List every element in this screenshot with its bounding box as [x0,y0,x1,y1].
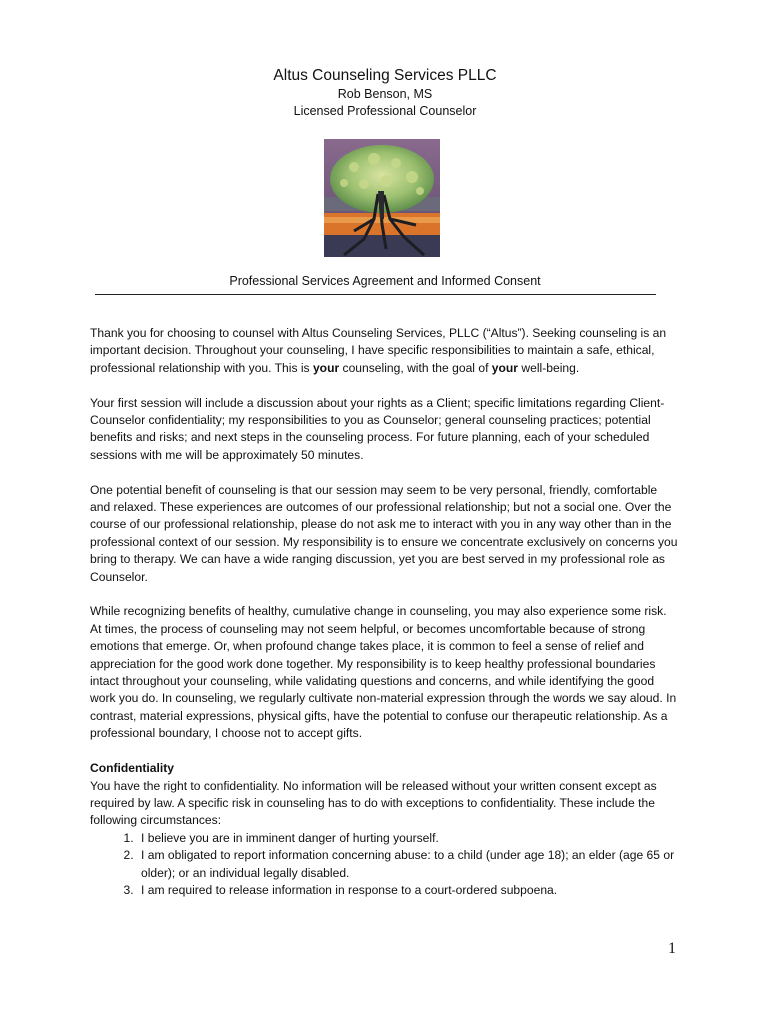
benefit-paragraph: One potential benefit of counseling is that our session may seem to be very personal, friendly, comfortable and relaxed. These experiences are outcomes of our professional relationship; but not a social one. Over the course of our professional relationship, please do not ask me to interact with you in any way other than in the professional context of our session. My responsibility is to ensure we concentrate exclusively on concerns you bring to therapy. We can have a wide ranging discussion, yet you are best served in my professional role as Counselor. [90,482,678,584]
emphasis-your: your [312,360,340,375]
confidentiality-exceptions-list [90,830,680,900]
confidentiality-heading: Confidentiality [90,761,174,776]
counselor-name: Rob Benson, MS [337,87,433,101]
intro-paragraph [90,325,680,377]
risk-paragraph: While recognizing benefits of healthy, cumulative change in counseling, you may also experience some risk. At times, the process of counseling may not seem helpful, or becomes uncomfortable because of strong emotions that emerge. Or, when profound change takes place, it is common to feel a sense of relief and appreciation for the good work done together. My responsibility is to keep healthy professional boundaries intact throughout your counseling, while validating questions and concerns, and while identifying the good work you do. In counseling, we regularly cultivate non-material expression through the words we say aloud. In contrast, material expressions, physical gifts, have the potential to confuse our therapeutic relationship. As a professional boundary, I choose not to accept gifts. [90,604,677,741]
list-item: 1. I believe you are in imminent danger of hurting yourself. [137,830,680,847]
page-number: 1 [668,940,676,957]
organization-name: Altus Counseling Services PLLC [273,67,497,84]
document-title: Professional Services Agreement and Informed Consent [229,274,541,288]
intro-text-3: well-being. [518,360,580,375]
list-item: 2. I am obligated to report information concerning abuse: to a child (under age 18); an elder (age 65 or older); or an individual legally disabled. [137,847,680,882]
emphasis-your-2: your [491,360,519,375]
letterhead [0,66,770,120]
first-session-paragraph: Your first session will include a discussion about your rights as a Client; specific limitations regarding Client-Counselor confidentiality; my responsibilities to you as Counselor; general counseling practices; potential benefits and risks; and next steps in the counseling process. For future planning, each of your scheduled sessions with me will be approximately 50 minutes. [90,395,665,462]
title-divider [95,294,656,295]
document-body [90,325,680,899]
intro-text: Thank you for choosing to counsel with Altus Counseling Services, PLLC (“Altus”). Seeking counseling is an important decision. Throughout your counseling, I have specific responsibilities to maintain a safe, ethical, professional relationship with you. This is [90,326,667,375]
list-item: 3. I am required to release information in response to a court-ordered subpoena. [137,882,680,899]
confidentiality-intro: You have the right to confidentiality. No information will be released without your written consent except as required by law. A specific risk in counseling has to do with exceptions to confidentiality. These include the following circumstances: [90,778,657,828]
counselor-title: Licensed Professional Counselor [293,104,477,118]
tree-painting-icon [324,139,440,257]
intro-text-2: counseling, with the goal of [339,360,492,375]
